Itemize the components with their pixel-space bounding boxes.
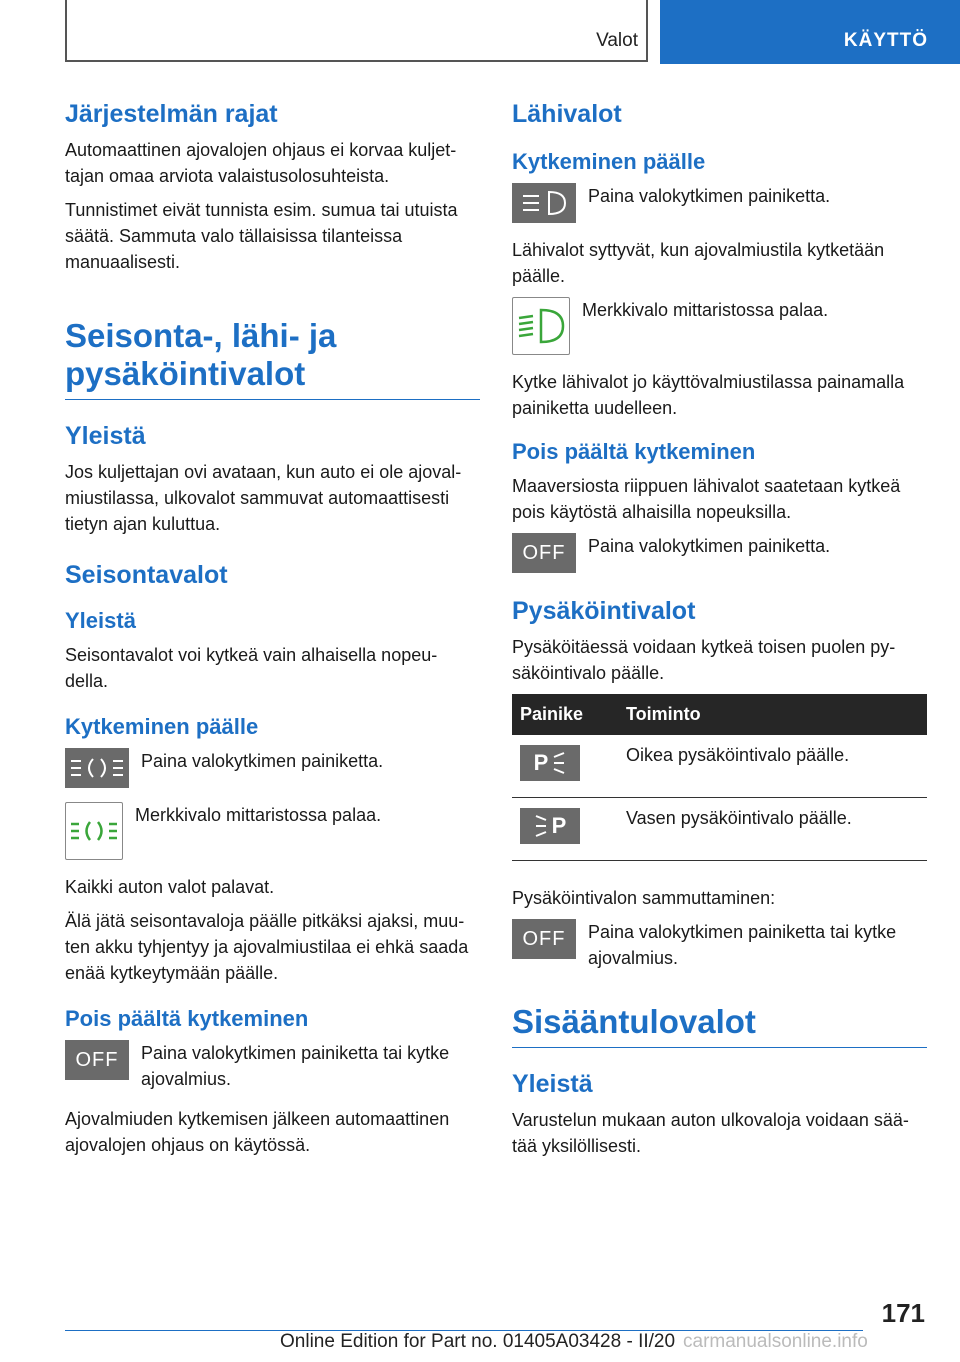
header-section-title: Valot: [596, 30, 638, 51]
header-chapter-tab: KÄYTTÖ: [660, 0, 960, 64]
table-row: [512, 798, 927, 861]
header-frame: [65, 0, 648, 62]
off-label: OFF: [75, 1048, 119, 1071]
parking-light-table: [512, 694, 927, 861]
warning-paragraph: Älä jätä seisontavaloja päälle pitkäksi ajaksi, muu-ten akku tyhjentyy ja ajovalmiustilaa ei ehkä saada enää kytkeytymään päälle.: [65, 911, 469, 983]
heading-general: Yleistä: [65, 422, 146, 450]
instruction-text: Paina valokytkimen painiketta tai kytke ajovalmius.: [588, 922, 897, 968]
instruction-text: Paina valokytkimen painiketta.: [588, 536, 831, 556]
paragraph: Automaattinen ajovalojen ohjaus ei korvaa kuljet-tajan omaa arviota valaistusolosuhteista.: [65, 140, 457, 186]
heading-parking-lights: Seisontavalot: [65, 561, 228, 589]
instruction-row: [65, 1040, 480, 1092]
off-button-icon: [512, 533, 576, 573]
table-cell-icon: [512, 735, 618, 798]
table-header-button: Painike: [512, 694, 618, 735]
heading-parking-lamps: Pysäköintivalot: [512, 597, 696, 625]
parking-letter: P: [551, 813, 567, 838]
heading-entry-lights: Sisääntulovalot: [512, 1003, 756, 1040]
page-number: 171: [881, 1298, 925, 1328]
section-divider: [65, 399, 480, 400]
parking-light-indicator-icon: [65, 802, 123, 860]
paragraph: Varustelun mukaan auton ulkovaloja voidaan sää-tää yksilöllisesti.: [512, 1110, 909, 1156]
paragraph: Maaversiosta riippuen lähivalot saatetaan kytkeä pois käytöstä alhaisilla nopeuksilla.: [512, 476, 901, 522]
indicator-text: Merkkivalo mittaristossa palaa.: [582, 300, 829, 320]
indicator-text: Merkkivalo mittaristossa palaa.: [135, 805, 382, 825]
right-parking-button-icon: [520, 745, 580, 781]
subheading-switch-on: Kytkeminen päälle: [512, 149, 706, 174]
left-parking-button-icon: [520, 808, 580, 844]
off-button-icon: [512, 919, 576, 959]
watermark: carmanualsonline.info: [683, 1331, 868, 1352]
paragraph: Jos kuljettajan ovi avataan, kun auto ei ole ajoval-miustilassa, ulkovalot sammuvat automaattisesti tietyn ajan kuluttua.: [65, 462, 462, 534]
table-header-function: Toiminto: [618, 694, 927, 735]
subheading-general: Yleistä: [65, 608, 136, 633]
paragraph: Tunnistimet eivät tunnista esim. sumua tai utuista säätä. Sammuta valo tällaisissa tilanteissa manuaalisesti.: [65, 200, 458, 272]
paragraph: Kaikki auton valot palavat.: [65, 877, 275, 897]
instruction-row: [65, 748, 480, 788]
paragraph: Kytke lähivalot jo käyttövalmiustilassa painamalla painiketta uudelleen.: [512, 372, 905, 418]
table-cell-icon: [512, 798, 618, 861]
off-button-icon: [65, 1040, 129, 1080]
paragraph: Pysäköitäessä voidaan kytkeä toisen puolen py-säköintivalo päälle.: [512, 637, 896, 683]
off-label: OFF: [522, 541, 566, 564]
paragraph: Pysäköintivalon sammuttaminen:: [512, 888, 776, 908]
paragraph: Ajovalmiuden kytkemisen jälkeen automaattinen ajovalojen ohjaus on käytössä.: [65, 1109, 450, 1155]
heading-low-beam: Lähivalot: [512, 100, 622, 128]
indicator-row: [512, 297, 927, 355]
low-beam-indicator-icon: [512, 297, 570, 355]
paragraph: Lähivalot syttyvät, kun ajovalmiustila kytketään päälle.: [512, 240, 885, 286]
instruction-row: [512, 533, 927, 573]
instruction-text: Paina valokytkimen painiketta tai kytke ajovalmius.: [141, 1043, 450, 1089]
right-column: [512, 100, 927, 1167]
off-label: OFF: [522, 927, 566, 950]
section-divider: [512, 1047, 927, 1048]
heading-system-limits: Järjestelmän rajat: [65, 100, 278, 128]
table-cell-function: Oikea pysäköintivalo päälle.: [618, 735, 927, 798]
subheading-switch-off: Pois päältä kytkeminen: [512, 439, 756, 464]
instruction-row: [512, 919, 927, 971]
table-cell-function: Vasen pysäköintivalo päälle.: [618, 798, 927, 861]
parking-letter: P: [533, 750, 549, 775]
heading-general: Yleistä: [512, 1070, 593, 1098]
table-row: [512, 735, 927, 798]
left-column: [65, 100, 480, 1166]
instruction-text: Paina valokytkimen painiketta.: [588, 186, 831, 206]
parking-light-button-icon: [65, 748, 129, 788]
indicator-row: [65, 802, 480, 860]
subheading-switch-on: Kytkeminen päälle: [65, 714, 259, 739]
paragraph: Seisontavalot voi kytkeä vain alhaisella nopeu-della.: [65, 645, 438, 691]
heading-main-section: Seisonta-, lähi- ja pysäköintivalot: [65, 317, 337, 392]
instruction-text: Paina valokytkimen painiketta.: [141, 751, 384, 771]
subheading-switch-off: Pois päältä kytkeminen: [65, 1006, 309, 1031]
low-beam-button-icon: [512, 183, 576, 223]
instruction-row: [512, 183, 927, 223]
footer-edition: Online Edition for Part no. 01405A03428 - II/20: [280, 1331, 676, 1352]
